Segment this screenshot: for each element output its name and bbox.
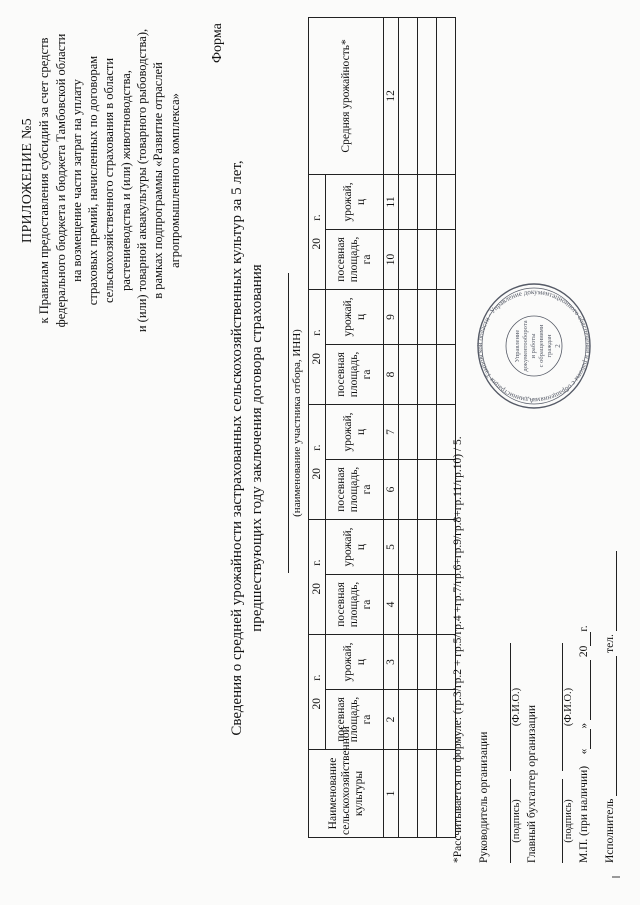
- table-cell[interactable]: [418, 289, 437, 344]
- stamp-center-line: Управление: [514, 329, 521, 363]
- table-cell[interactable]: [418, 459, 437, 519]
- date-open-quote: «: [578, 748, 590, 755]
- yield-header: урожай, ц: [326, 289, 384, 344]
- table-cell[interactable]: [399, 750, 418, 838]
- column-number: 1: [384, 750, 399, 838]
- column-number: 9: [384, 289, 399, 344]
- head-label: Руководитель организации: [478, 731, 490, 863]
- name-caption: (Ф.И.О.): [511, 687, 522, 727]
- appendix-line: в рамках подпрограммы «Развитие отраслей: [151, 62, 166, 299]
- executor-row: [604, 551, 617, 863]
- chief-accountant-label: Главный бухгалтер организации: [526, 704, 538, 863]
- table-cell[interactable]: [399, 574, 418, 634]
- table-header-row-years: [309, 17, 326, 837]
- area-header: посевная площадь, га: [326, 574, 384, 634]
- column-number: 6: [384, 459, 399, 519]
- yield-table: [308, 17, 456, 838]
- avg-yield-header: Средняя урожайность*: [339, 39, 352, 153]
- participant-fill-line[interactable]: [288, 273, 289, 573]
- table-cell[interactable]: [418, 229, 437, 289]
- yield-header: урожай, ц: [326, 519, 384, 574]
- appendix-line: страховых премий, начисленных по договорам: [86, 55, 101, 306]
- table-cell[interactable]: [437, 17, 456, 174]
- table-row[interactable]: [418, 17, 437, 837]
- table-cell[interactable]: [437, 289, 456, 344]
- scan-mark: [612, 876, 620, 878]
- table-cell[interactable]: [399, 17, 418, 174]
- table-cell[interactable]: [418, 174, 437, 229]
- document-title-line-1: Сведения о средней урожайности застрахованных сельскохозяйственных культур за 5 лет,: [229, 160, 245, 736]
- phone-label: тел.: [604, 634, 616, 653]
- table-cell[interactable]: [399, 634, 418, 689]
- appendix-line: федерального бюджета и бюджета Тамбовской области: [53, 33, 68, 328]
- signature-caption: (подпись): [511, 799, 522, 843]
- year-header: 20 г.: [309, 174, 326, 289]
- stamp-center-line: документооборота: [522, 320, 529, 372]
- yield-header: урожай, ц: [326, 634, 384, 689]
- appendix-header: [20, 8, 183, 353]
- appendix-line: сельскохозяйственного страхования в области: [102, 57, 117, 304]
- stamp-label: М.П. (при наличии): [578, 765, 590, 863]
- column-number: 2: [384, 690, 399, 750]
- table-cell[interactable]: [418, 404, 437, 459]
- table-cell[interactable]: [399, 289, 418, 344]
- column-number: 3: [384, 634, 399, 689]
- formula-footnote: *Рассчитывается по формуле: (гр.3/гр.2 + гр.5/гр.4 +гр.7/гр.6+гр.9/гр.8+гр.11/гр.10) / 5.: [452, 436, 464, 863]
- date-year: 20: [578, 645, 590, 658]
- column-number: 12: [384, 17, 399, 174]
- document-title-line-2: предшествующих году заключения договора страхования: [249, 264, 265, 632]
- area-header: посевная площадь, га: [326, 690, 384, 750]
- crop-header-cell: [309, 726, 384, 838]
- stamp-number: 2: [554, 344, 562, 348]
- table-cell[interactable]: [399, 174, 418, 229]
- appendix-line: и (или) товарной аквакультуры (товарного рыбоводства),: [135, 28, 150, 333]
- table-cell[interactable]: [399, 519, 418, 574]
- stamp-center-line: граждан: [546, 334, 553, 358]
- year-header: 20 г.: [309, 289, 326, 404]
- table-cell[interactable]: [399, 229, 418, 289]
- form-label: Форма: [210, 23, 225, 63]
- executor-label: Исполнитель: [604, 798, 616, 863]
- appendix-line: растениеводства и (или) животноводства,: [118, 70, 133, 291]
- stamp-icon: [474, 279, 594, 413]
- date-close-quote: »: [578, 722, 590, 729]
- year-header: 20 г.: [309, 634, 326, 749]
- table-cell[interactable]: [418, 344, 437, 404]
- table-cell[interactable]: [418, 17, 437, 174]
- table-row[interactable]: [399, 17, 418, 837]
- table-cell[interactable]: [399, 690, 418, 750]
- appendix-line: агропромышленного комплекса»: [167, 93, 182, 268]
- column-number-row: [384, 17, 399, 837]
- name-caption: (Ф.И.О.): [563, 687, 574, 727]
- table-cell[interactable]: [418, 634, 437, 689]
- appendix-line: к Правилам предоставления субсидий за счет средств: [37, 37, 52, 324]
- table-cell[interactable]: [437, 229, 456, 289]
- stamp-outer-text: Администрация Тамбовской области · Управление документационного обеспечения и работы с обращениями: [475, 287, 593, 405]
- area-header: посевная площадь, га: [326, 344, 384, 404]
- date-row: [578, 625, 591, 863]
- date-month-line[interactable]: [578, 660, 591, 720]
- table-cell[interactable]: [399, 404, 418, 459]
- table-cell[interactable]: [418, 750, 437, 838]
- table-cell[interactable]: [418, 519, 437, 574]
- avg-yield-header-cell: [309, 17, 384, 174]
- column-number: 8: [384, 344, 399, 404]
- crop-header: Наименование сельскохозяйственной культуры: [326, 726, 365, 835]
- official-stamp: [474, 279, 594, 413]
- phone-line[interactable]: [604, 551, 617, 631]
- column-number: 11: [384, 174, 399, 229]
- stamp-center-line: с обращениями: [538, 324, 545, 368]
- column-number: 10: [384, 229, 399, 289]
- area-header: посевная площадь, га: [326, 459, 384, 519]
- participant-caption: (наименование участника отбора, ИНН): [291, 329, 303, 517]
- table-cell[interactable]: [418, 690, 437, 750]
- table-cell[interactable]: [399, 344, 418, 404]
- appendix-title: ПРИЛОЖЕНИЕ №5: [20, 118, 35, 243]
- executor-line[interactable]: [604, 656, 617, 796]
- column-number: 7: [384, 404, 399, 459]
- table-cell[interactable]: [399, 459, 418, 519]
- table-cell[interactable]: [418, 574, 437, 634]
- document-page: [12, 3, 632, 893]
- appendix-line: на возмещение части затрат на уплату: [69, 79, 84, 282]
- table-cell[interactable]: [437, 344, 456, 404]
- date-day-line[interactable]: [578, 729, 591, 749]
- year-header: 20 г.: [309, 404, 326, 519]
- area-header: посевная площадь, га: [326, 229, 384, 289]
- stamp-center-line: и работы: [530, 333, 537, 359]
- yield-header: урожай, ц: [326, 404, 384, 459]
- table-cell[interactable]: [437, 174, 456, 229]
- signature-caption: (подпись): [563, 799, 574, 843]
- date-suffix: г.: [578, 625, 590, 632]
- date-year-line[interactable]: [578, 632, 591, 646]
- column-number: 5: [384, 519, 399, 574]
- year-header: 20 г.: [309, 519, 326, 634]
- yield-header: урожай, ц: [326, 174, 384, 229]
- column-number: 4: [384, 574, 399, 634]
